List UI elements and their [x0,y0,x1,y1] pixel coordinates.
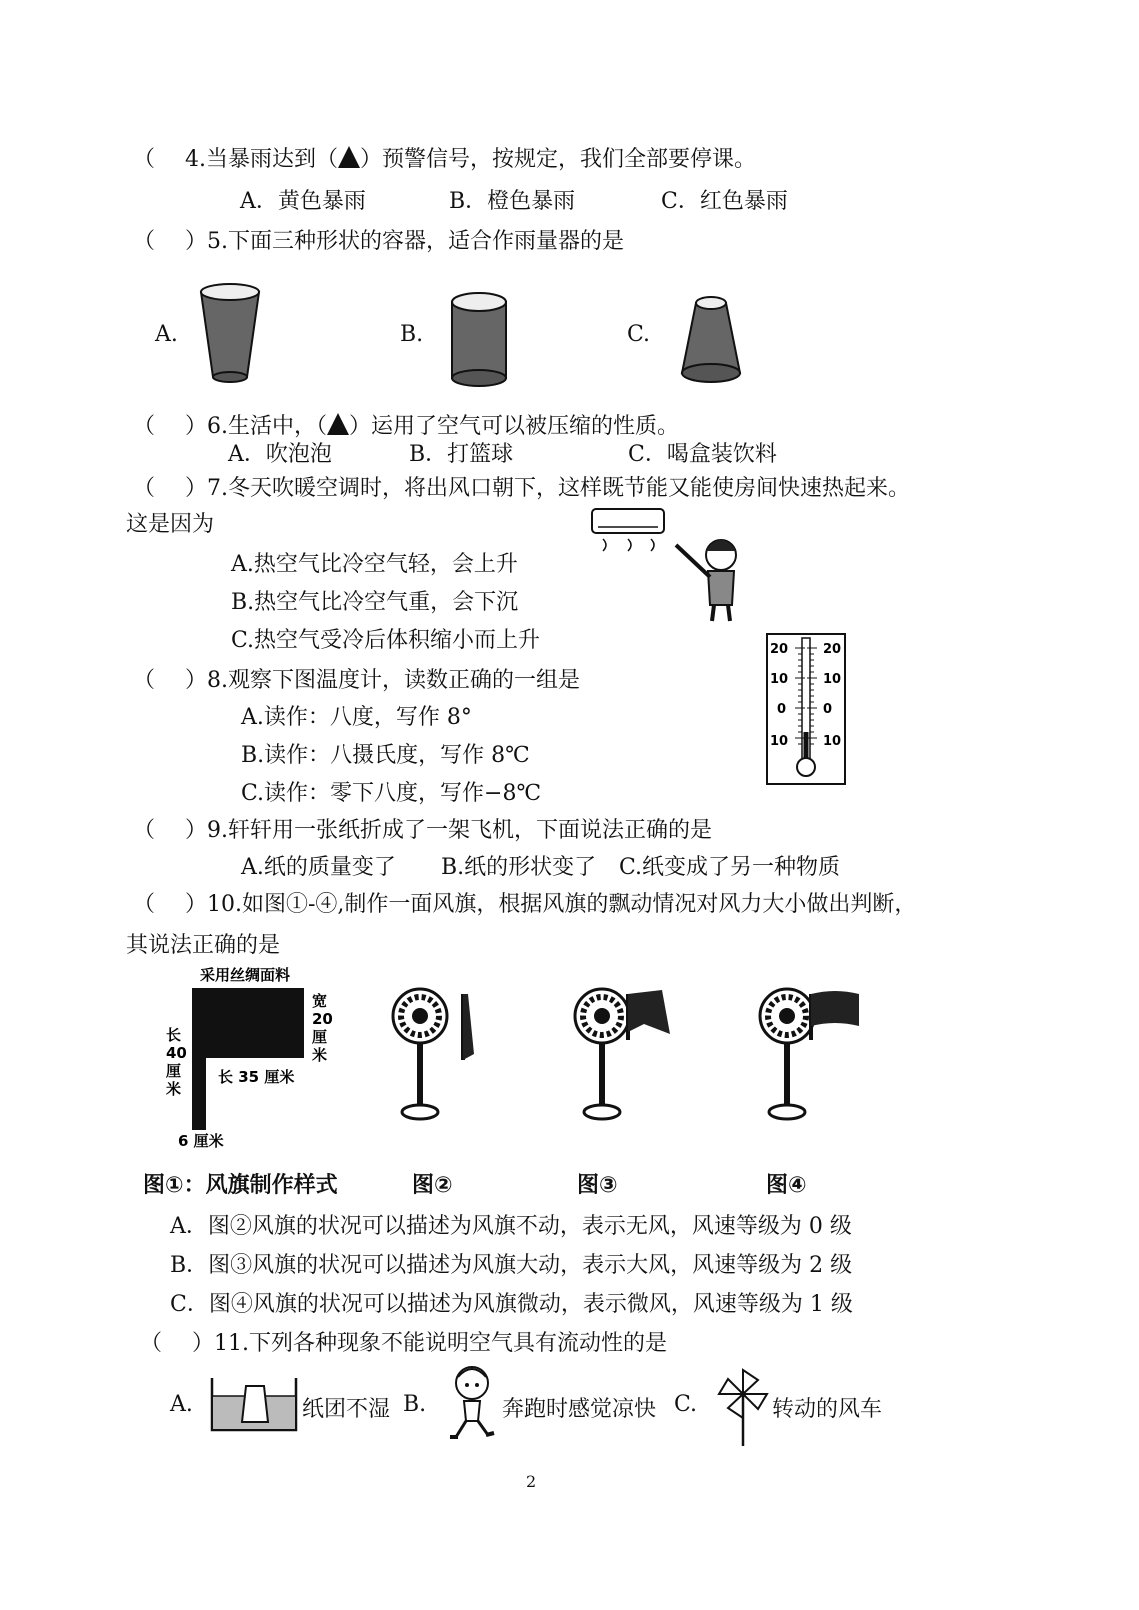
q11-option-c-text: 转动的风车 [772,1397,883,1422]
q8-option-c[interactable]: C.读作：零下八度，写作−8℃ [241,781,542,806]
q4-text-a: 4.当暴雨达到（ [185,147,338,172]
triangle-icon [338,146,360,168]
q4-option-b[interactable]: B．橙色暴雨 [449,189,576,214]
q10-option-c[interactable]: C．图④风旗的状况可以描述为风旗微动，表示微风，风速等级为 1 级 [170,1292,853,1317]
q4-question [185,142,756,173]
flag-rect [192,988,304,1058]
running-child-icon [444,1363,500,1445]
q10-question: ）10.如图①-④,制作一面风旗，根据风旗的飘动情况对风力大小做出判断， [185,892,917,917]
q8-answer-paren[interactable]: （ [133,668,156,693]
q5-label-a[interactable]: A. [155,322,178,347]
triangle-icon [327,413,349,435]
flag-width-label-2: 厘 [312,1028,328,1046]
flag-material-label: 采用丝绸面料 [200,966,291,984]
q6-text-a: ）6.生活中，（ [185,414,327,439]
q10-option-b[interactable]: B．图③风旗的状况可以描述为风旗大动，表示大风，风速等级为 2 级 [170,1253,853,1278]
q6-option-a[interactable]: A．吹泡泡 [228,442,332,467]
q9-option-b[interactable]: B.纸的形状变了 [441,855,597,880]
flag-height-label-0: 长 [166,1026,182,1044]
q7-option-a[interactable]: A.热空气比冷空气轻，会上升 [231,552,518,577]
q9-answer-paren[interactable]: （ [133,818,156,843]
flag-pole [192,988,206,1130]
q11-option-b-label[interactable]: B. [403,1392,427,1417]
flag-height-label-2: 厘 [166,1062,182,1080]
container-wide-top-icon [195,282,265,387]
pole-width-label: 6 厘米 [178,1132,224,1150]
flag-width-label-3: 米 [312,1046,328,1064]
thermo-label-left-0: 0 [777,702,787,717]
q8-option-a[interactable]: A.读作：八度，写作 8° [241,705,472,730]
q10-question-cont: 其说法正确的是 [126,933,281,958]
thermo-label-right-20: 20 [823,642,842,657]
q6-question [185,409,679,440]
fan-flag-strong-figure [755,980,870,1125]
thermometer-icon [765,632,847,792]
q5-question: ）5.下面三种形状的容器，适合作雨量器的是 [185,229,624,254]
figure-4-caption: 图④ [766,1173,807,1198]
q5-label-b[interactable]: B. [400,322,424,347]
q7-question-cont: 这是因为 [126,512,215,537]
figure-1-caption: 图①：风旗制作样式 [143,1173,338,1198]
flag-height-label-3: 米 [166,1080,182,1098]
q5-answer-paren[interactable]: （ [133,229,156,254]
container-cylinder-icon [447,290,511,390]
q4-answer-paren[interactable]: （ [133,147,156,172]
q7-question: ）7.冬天吹暖空调时，将出风口朝下，这样既节能又能使房间快速热起来。 [185,476,910,501]
page-number: 2 [526,1472,537,1491]
pinwheel-icon [714,1366,772,1448]
flag-design-diagram [160,962,350,1152]
q11-option-c-label[interactable]: C. [674,1392,698,1417]
q11-option-a-text: 纸团不湿 [302,1397,391,1422]
container-narrow-top-icon [676,293,746,388]
q10-answer-paren[interactable]: （ [133,892,156,917]
q6-option-c[interactable]: C．喝盒装饮料 [628,442,777,467]
q11-question: ）11.下列各种现象不能说明空气具有流动性的是 [192,1331,667,1356]
water-tank-cup-icon [208,1372,300,1434]
q8-option-b[interactable]: B.读作：八摄氏度，写作 8℃ [241,743,530,768]
q9-option-a[interactable]: A.纸的质量变了 [241,855,396,880]
q5-label-c[interactable]: C. [627,322,651,347]
q6-option-b[interactable]: B．打篮球 [409,442,514,467]
q7-answer-paren[interactable]: （ [133,476,156,501]
thermo-label-left-20: 20 [770,642,789,657]
thermo-label-right-10: 10 [823,672,842,687]
figure-3-caption: 图③ [577,1173,618,1198]
fan-flag-still-figure [388,980,498,1125]
q9-question: ）9.轩轩用一张纸折成了一架飞机，下面说法正确的是 [185,818,712,843]
q8-question: ）8.观察下图温度计，读数正确的一组是 [185,668,580,693]
q7-option-c[interactable]: C.热空气受冷后体积缩小而上升 [231,628,541,653]
thermo-label-left-neg10: 10 [770,734,789,749]
thermo-label-left-10: 10 [770,672,789,687]
q4-text-b: ）预警信号，按规定，我们全部要停课。 [360,147,757,172]
q6-text-b: ）运用了空气可以被压缩的性质。 [349,414,680,439]
flag-height-label-1: 40 [166,1044,187,1062]
q4-option-a[interactable]: A．黄色暴雨 [240,189,366,214]
q11-option-b-text: 奔跑时感觉凉快 [502,1397,657,1422]
flag-width-label-0: 宽 [312,992,328,1010]
flag-length-label: 长 35 厘米 [218,1068,295,1086]
q10-option-a[interactable]: A．图②风旗的状况可以描述为风旗不动，表示无风，风速等级为 0 级 [170,1214,852,1239]
q6-answer-paren[interactable]: （ [133,414,156,439]
flag-width-label-1: 20 [312,1010,333,1028]
thermo-label-right-neg10: 10 [823,734,842,749]
q11-answer-paren[interactable]: （ [140,1331,163,1356]
figure-2-caption: 图② [412,1173,453,1198]
fan-flag-moderate-figure [570,980,680,1125]
q4-option-c[interactable]: C．红色暴雨 [661,189,788,214]
thermometer-liquid [804,732,809,760]
q7-option-b[interactable]: B.热空气比冷空气重，会下沉 [231,590,519,615]
air-conditioner-boy-icon [588,505,748,625]
thermo-label-right-0: 0 [823,702,833,717]
q11-option-a-label[interactable]: A. [170,1392,193,1417]
q9-option-c[interactable]: C.纸变成了另一种物质 [619,855,841,880]
